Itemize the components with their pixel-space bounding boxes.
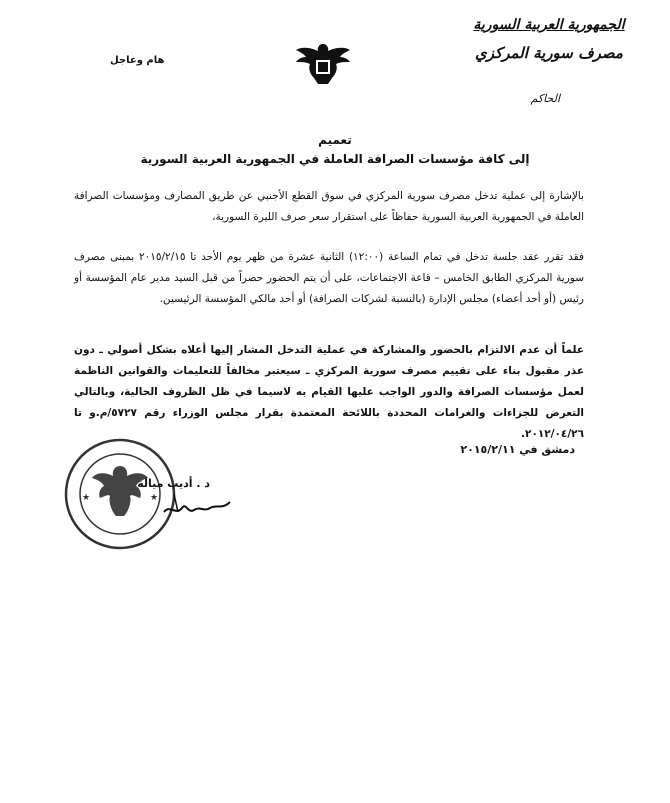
bank-name: مصرف سورية المركزي	[475, 44, 623, 62]
svg-text:★: ★	[150, 493, 159, 503]
paragraph-penalty: علماً أن عدم الالتزام بالحضور والمشاركة في عملية التدخل المشار إليها أعلاه بشكل أصولي ـ دون عذر مقبول بناء على تقييم مصرف سورية المركزي ـ سيعتبر مخالفاً للتعليمات والقوانين الناظمة لعمل مؤسسات الصرافة والدور الواجب عليها القيام به لاسيما في ظل الظروف الحالية، وبالتالي التعرض للجزاءات والغرامات المحددة باللائحة المعتمدة بقرار مجلس الوزراء رقم ٥٧٢٧/م.و تا ٢٠١٢/٠٤/٢٦.	[74, 344, 584, 440]
urgent-label: هام وعاجل	[110, 55, 165, 66]
circular-subtitle: إلى كافة مؤسسات الصرافة العاملة في الجمهورية العربية السورية	[140, 152, 530, 166]
signature-name: د . أديب ميالة	[137, 477, 210, 490]
date-line: دمشق في ٢٠١٥/٢/١١	[460, 443, 575, 456]
paragraph-intro: بالإشارة إلى عملية تدخل مصرف سورية المركزي في سوق القطع الأجنبي عن طريق المصارف ومؤسسات الصرافة العاملة في الجمهورية العربية السورية حفاظاً على استقرار سعر صرف الليرة السورية،	[74, 190, 584, 223]
svg-text:★: ★	[82, 493, 91, 503]
office-label: الحاكم	[530, 92, 560, 105]
handwritten-signature-icon	[160, 482, 240, 522]
circular-title: تعميم	[318, 133, 352, 147]
republic-name: الجمهورية العربية السورية	[473, 17, 625, 33]
paragraph-session: فقد تقرر عقد جلسة تدخل في تمام الساعة (١٢:٠٠) الثانية عشرة من ظهر يوم الأحد تا ٢٠١٥/٢/١٥ بمبنى مصرف سورية المركزي الطابق الخامس – قاعة الاجتماعات، على أن يتم الحضور حصراً من قبل السيد مدير عام المؤسسة أو رئيس (أو أحد أعضاء) مجلس الإدارة (بالنسبة لشركات الصرافة) أو أحد مالكي المؤسسة الرئيسين.	[74, 251, 584, 305]
eagle-emblem-icon	[292, 40, 354, 88]
letterhead	[464, 16, 634, 66]
